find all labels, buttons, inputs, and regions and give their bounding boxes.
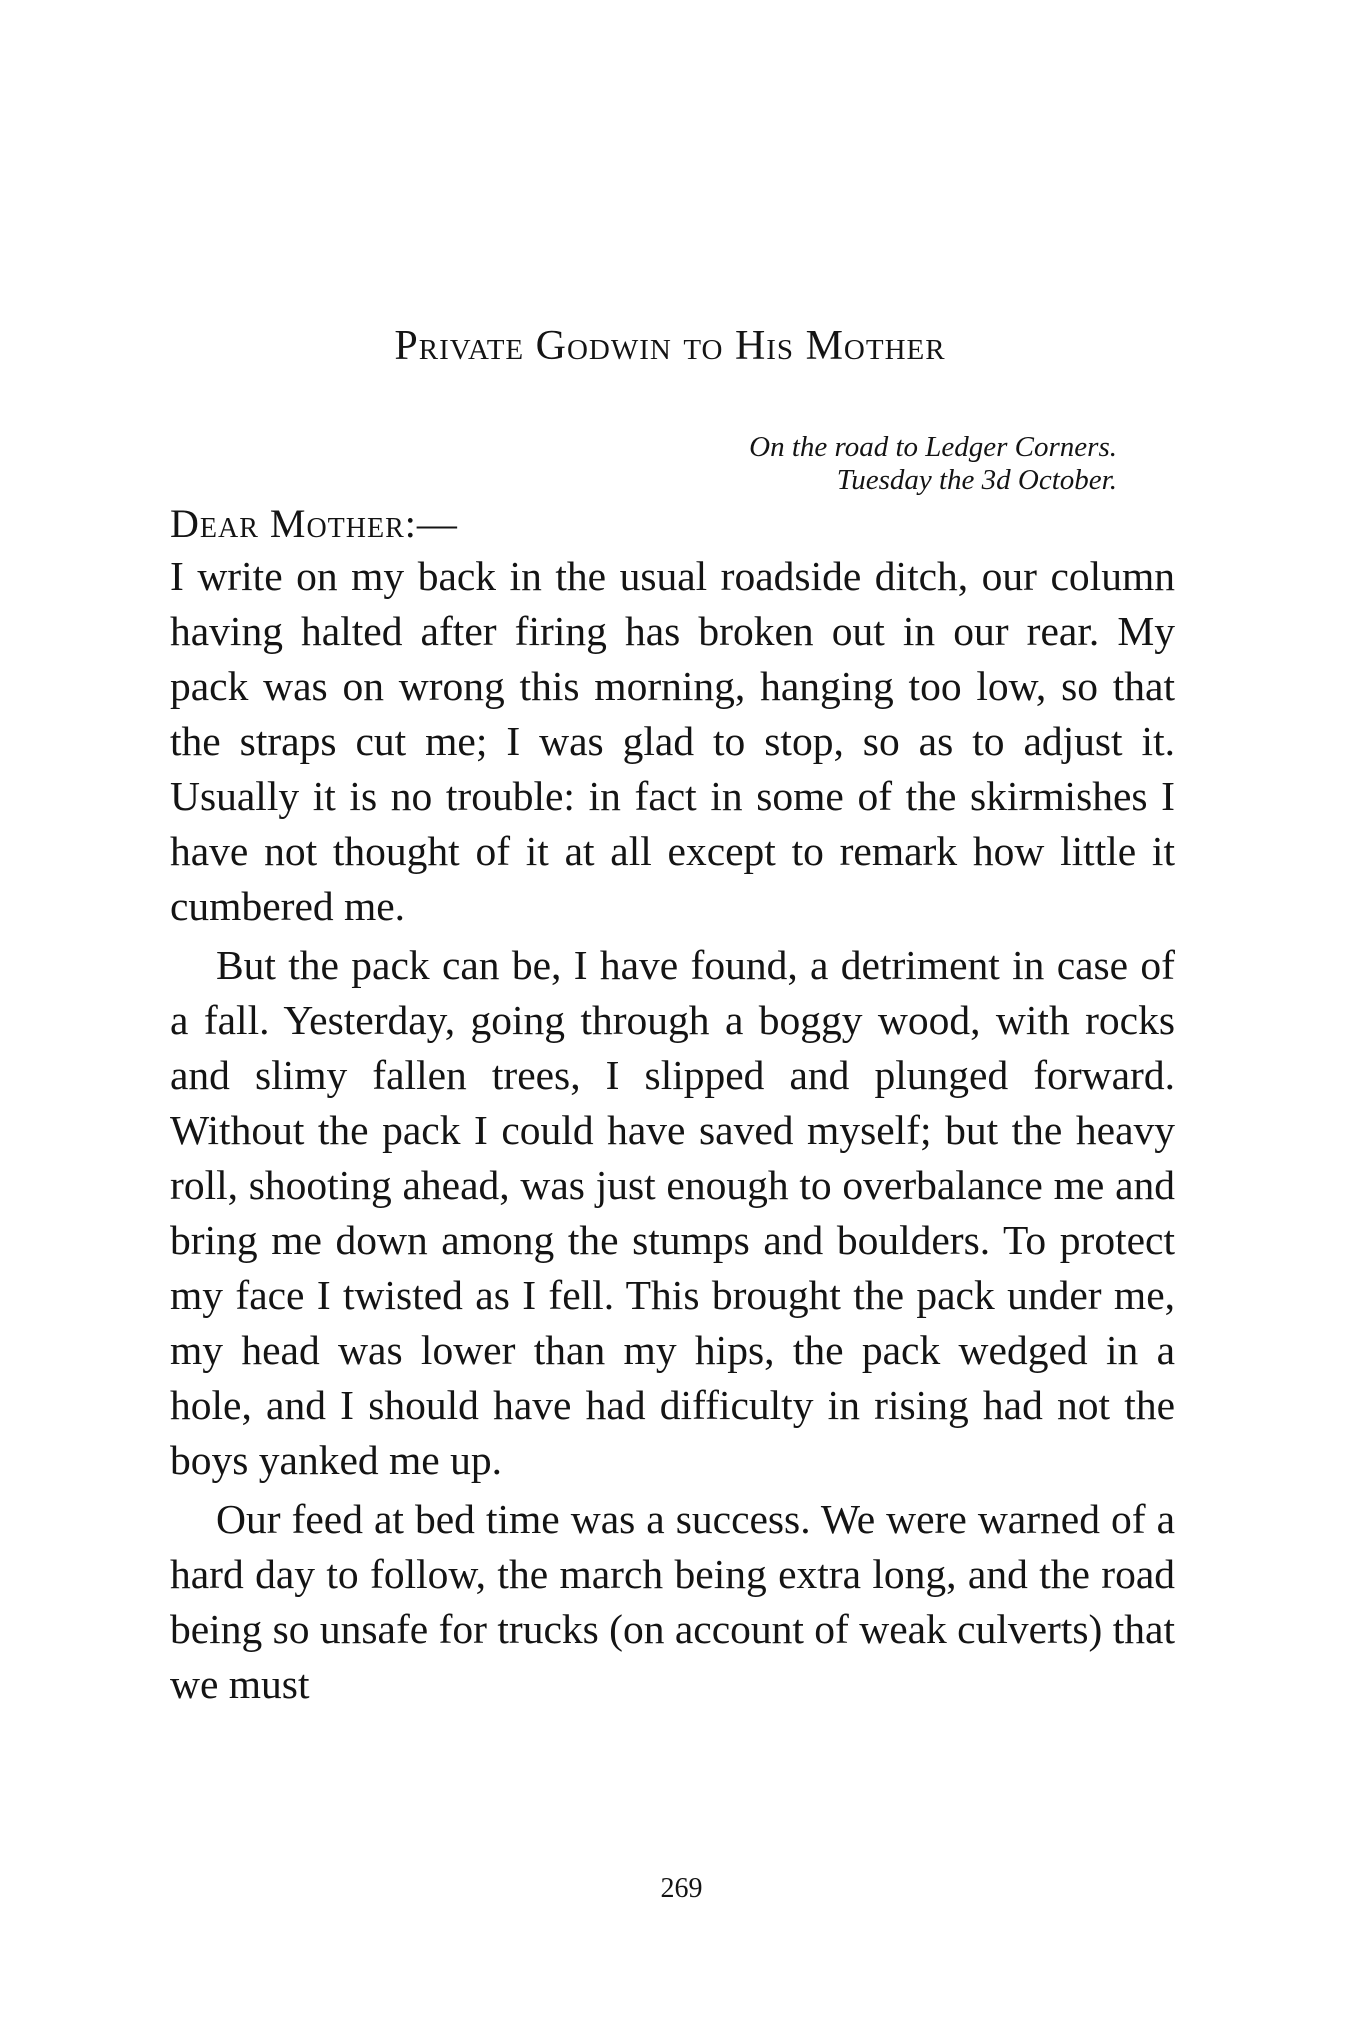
paragraph-2: But the pack can be, I have found, a detriment in case of a fall. Yesterday, going through a boggy wood, with rocks and slimy fallen trees, I slipped and plunged forward. Without the pack I could have saved myself; but the heavy roll, shooting ahead, was just enough to overbalance me and bring me down among the stumps and boulders. To protect my face I twisted as I fell. This brought the pack under me, my head was lower than my hips, the pack wedged in a hole, and I should have had difficulty in rising had not the boys yanked me up.: [170, 942, 1175, 1483]
page-number: 269: [660, 1873, 703, 1904]
paragraph-1: I write on my back in the usual roadside ditch, our column having halted after firing has broken out in our rear. My pack was on wrong this morning, hanging too low, so that the straps cut me; I was glad to stop, so as to adjust it. Usually it is no trouble: in fact in some of the skirmishes I have not thought of it at all except to remark how little it cumbered me.: [170, 553, 1175, 929]
paragraph-3: Our feed at bed time was a success. We were warned of a hard day to follow, the march being extra long, and the road being so unsafe for trucks (on account of weak culverts) that we must: [170, 1496, 1175, 1707]
dateline-date: Tuesday the 3d October.: [836, 464, 1117, 496]
letter-title: Private Godwin to His Mother: [394, 323, 946, 369]
salutation: Dear Mother:—: [170, 501, 458, 546]
dateline-place: On the road to Ledger Corners.: [749, 431, 1117, 463]
letter-body: [170, 549, 1175, 1712]
